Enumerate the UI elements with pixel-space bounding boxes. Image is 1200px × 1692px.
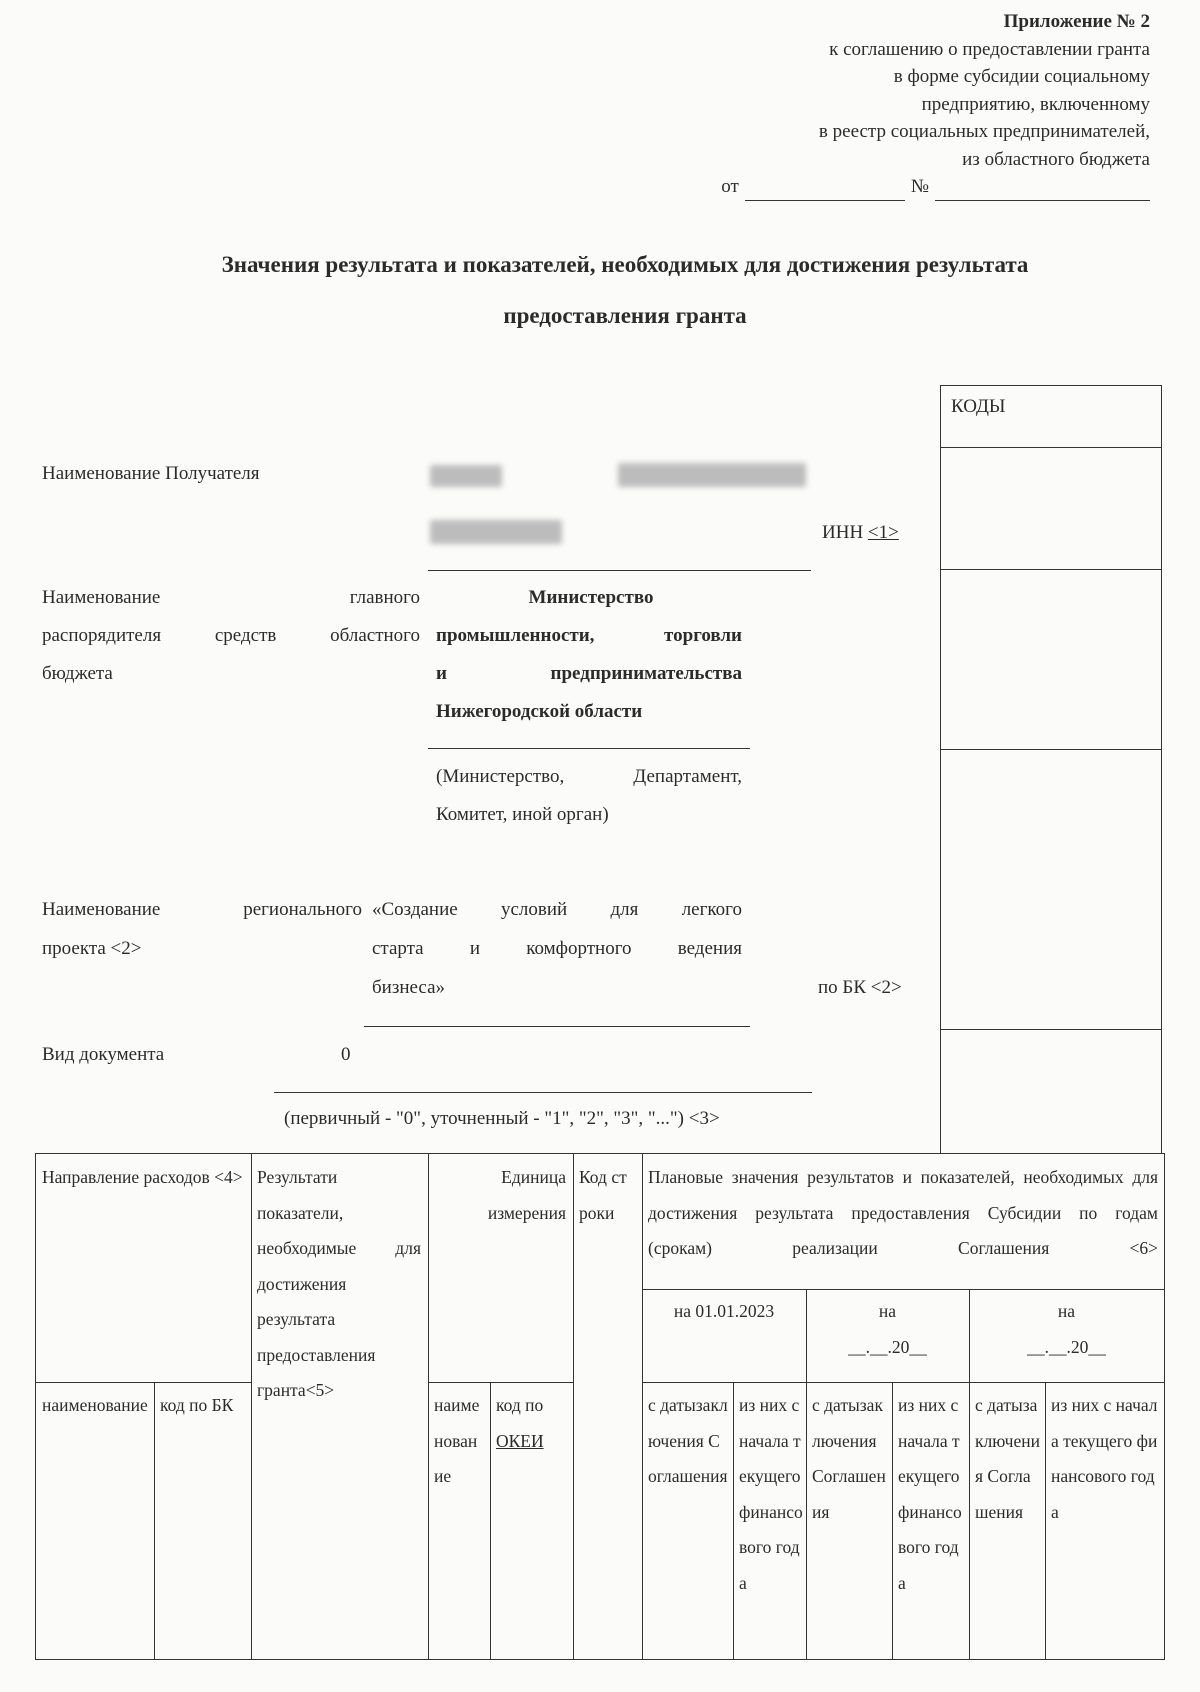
distributor-value-line: Министерство (528, 587, 654, 608)
table-line (251, 1154, 252, 1659)
table-line (573, 1154, 574, 1659)
redacted-text (430, 520, 562, 544)
document-title-line-1: Значения результата и показателей, необходимых для достижения результата (221, 252, 1029, 277)
distributor-hint-line: (Министерство, Департамент, (436, 766, 742, 787)
table-line (642, 1289, 1164, 1290)
appendix-line: из областного бюджета (962, 148, 1150, 170)
project-value-line: бизнеса» (372, 977, 446, 998)
code-cell-recipient (941, 447, 1161, 448)
header-planned-values: Плановые значения результатов и показателей, необходимых для достижения результата предоставления Субсидии по годам (срокам) реализации Соглашения <6> (648, 1167, 1158, 1258)
doc-type-label: Вид документа (42, 1044, 165, 1065)
header-date-3: на __.__.20__ (1027, 1301, 1106, 1357)
results-table (35, 1153, 1165, 1660)
document-title-line-2: предоставления гранта (503, 303, 747, 328)
code-cell-inn (941, 569, 1161, 570)
appendix-date-number-line (630, 173, 1150, 201)
recipient-label: Наименование Получателя (42, 463, 260, 484)
table-line (490, 1382, 491, 1659)
inn-label: ИНН <1> (822, 522, 899, 543)
table-line (154, 1382, 155, 1659)
number-label: № (910, 176, 929, 197)
codes-column (940, 385, 1162, 1153)
table-line (1045, 1382, 1046, 1659)
appendix-line: в форме субсидии социальному (893, 66, 1150, 87)
table-line (642, 1154, 643, 1659)
codes-header: КОДЫ (951, 396, 1006, 417)
distributor-label-line: Наименование главного (42, 587, 420, 608)
doc-type-hint: (первичный - "0", уточненный - "1", "2", "3", "...") <3> (284, 1108, 720, 1129)
distributor-value-line: промышленности, торговли (436, 625, 742, 646)
distributor-hint-line: Комитет, иной орган) (436, 804, 609, 825)
distributor-value-line: и предпринимательства (436, 663, 742, 684)
redacted-text (618, 463, 806, 487)
code-cell-distributor (941, 749, 1161, 750)
appendix-line: в реестр социальных предпринимателей, (818, 121, 1150, 142)
subheader-from-agreement: с датызаключения Соглашения (975, 1395, 1040, 1522)
code-cell-project (941, 1029, 1161, 1030)
from-label: от (721, 176, 739, 197)
subheader-name: наименование (42, 1395, 148, 1415)
appendix-line: к соглашению о предоставлении гранта (829, 38, 1150, 60)
project-value-line: старта и комфортного ведения (372, 938, 742, 959)
header-unit: Единица измерения (487, 1167, 566, 1223)
header-date-1: на 01.01.2023 (673, 1301, 775, 1321)
date-blank (745, 182, 905, 201)
distributor-value-line: Нижегородской области (436, 701, 643, 722)
table-line (428, 1154, 429, 1659)
subheader-from-fin-year: из них с начала текущего финансового года (739, 1395, 803, 1593)
project-label-line: проекта <2> (42, 938, 142, 959)
table-line (642, 1382, 1164, 1383)
subheader-unit-name: наименование (434, 1395, 480, 1486)
appendix-line: предприятию, включенному (921, 93, 1150, 115)
distributor-label-line: бюджета (42, 663, 113, 684)
subheader-okei: код по ОКЕИ (496, 1395, 544, 1451)
project-label-line: Наименование регионального (42, 899, 362, 920)
doc-type-underline (274, 1092, 812, 1093)
distributor-underline (428, 748, 750, 749)
subheader-from-agreement: с датызаключения Соглашения (812, 1395, 886, 1522)
header-date-2: на __.__.20__ (848, 1301, 927, 1357)
header-results: Результати показатели, необходимые для достижения результата предоставления гранта<5> (257, 1167, 421, 1400)
subheader-bk-code: код по БК (160, 1395, 234, 1415)
project-bk-label: по БК <2> (818, 977, 902, 998)
table-line (733, 1382, 734, 1659)
header-direction: Направление расходов <4> (42, 1167, 243, 1187)
table-line (892, 1382, 893, 1659)
subheader-from-fin-year: из них с начала текущего финансового года (898, 1395, 962, 1593)
appendix-number: Приложение № 2 (1003, 11, 1150, 32)
redacted-text (430, 465, 502, 487)
project-underline (364, 1026, 750, 1027)
appendix-header (630, 8, 1150, 201)
table-line (36, 1382, 251, 1383)
subheader-from-fin-year: из них с начала текущего финансового года (1051, 1395, 1158, 1522)
table-line (428, 1382, 573, 1383)
distributor-label-line: распорядителя средств областного (42, 625, 421, 646)
project-value-line: «Создание условий для легкого (372, 899, 742, 920)
number-blank (935, 182, 1150, 201)
subheader-from-agreement: с датызаключения Соглашения (648, 1395, 728, 1486)
header-row-code: Код строки (579, 1167, 627, 1223)
doc-type-value: 0 (341, 1044, 351, 1065)
recipient-underline (428, 570, 811, 571)
